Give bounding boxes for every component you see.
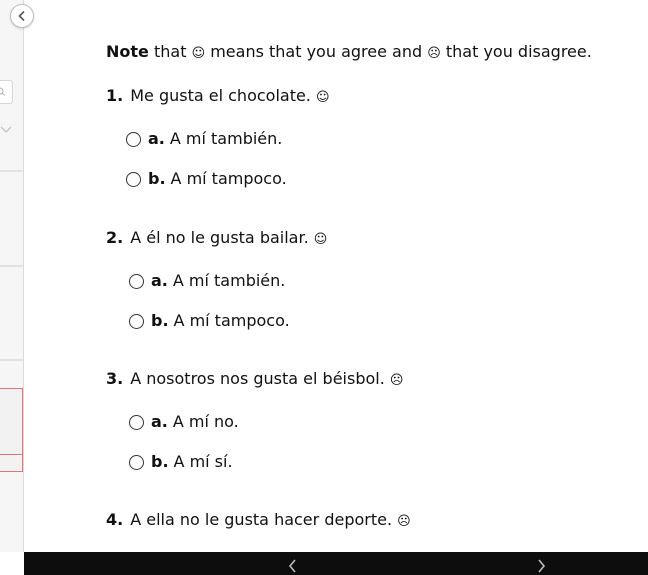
option-text: A mí tampoco.	[173, 311, 290, 330]
question-text: A nosotros nos gusta el béisbol.	[130, 369, 385, 388]
note-text: that you disagree.	[440, 42, 592, 61]
sidebar-divider	[0, 454, 23, 455]
collapse-sidebar-button[interactable]	[10, 4, 34, 28]
option-letter: b.	[151, 311, 169, 330]
question-text: A él no le gusta bailar.	[130, 228, 309, 247]
question-2	[106, 227, 327, 251]
option-text: A mí tampoco.	[170, 169, 287, 188]
radio-button[interactable]	[129, 415, 144, 430]
question-text: Me gusta el chocolate.	[130, 86, 311, 105]
question-3	[106, 368, 403, 392]
radio-button[interactable]	[129, 455, 144, 470]
question-4	[106, 509, 411, 533]
option-text: A mí sí.	[173, 452, 233, 471]
sad-face-icon: ☹	[427, 46, 441, 61]
question-1	[106, 85, 330, 109]
answer-option[interactable]	[129, 451, 233, 473]
instructions-note	[106, 41, 592, 65]
option-letter: b.	[148, 169, 166, 188]
chevron-right-icon[interactable]	[534, 558, 548, 574]
sidebar-search-input[interactable]	[0, 80, 13, 104]
sidebar-divider	[0, 170, 23, 172]
option-letter: b.	[151, 452, 169, 471]
option-text: A mí no.	[172, 412, 239, 431]
option-text: A mí también.	[169, 129, 283, 148]
question-text: A ella no le gusta hacer deporte.	[130, 510, 393, 529]
sad-face-icon: ☹	[397, 514, 411, 529]
radio-button[interactable]	[126, 172, 141, 187]
chevron-left-icon[interactable]	[286, 558, 300, 574]
smiley-face-icon: ☺	[313, 232, 328, 247]
note-text: that	[148, 42, 192, 61]
answer-option[interactable]	[129, 270, 285, 292]
radio-button[interactable]	[126, 132, 141, 147]
smiley-face-icon: ☺	[191, 46, 206, 61]
radio-button[interactable]	[129, 274, 144, 289]
answer-option[interactable]	[129, 310, 290, 332]
sidebar-divider	[0, 359, 23, 361]
smiley-face-icon: ☺	[315, 90, 330, 105]
option-letter: a.	[148, 129, 165, 148]
sidebar-highlighted-item[interactable]	[0, 388, 23, 472]
question-number: 3.	[106, 369, 124, 388]
sidebar	[0, 0, 24, 552]
sidebar-divider	[0, 265, 23, 267]
option-letter: a.	[151, 412, 168, 431]
question-number: 2.	[106, 228, 124, 247]
note-text: means that you agree and	[205, 42, 428, 61]
answer-option[interactable]	[126, 128, 282, 150]
option-letter: a.	[151, 271, 168, 290]
chevron-left-icon	[17, 10, 27, 22]
answer-option[interactable]	[126, 168, 287, 190]
sad-face-icon: ☹	[389, 373, 404, 388]
answer-option[interactable]	[129, 411, 239, 433]
option-text: A mí también.	[172, 271, 286, 290]
question-number: 1.	[106, 86, 124, 105]
search-icon	[0, 87, 6, 97]
note-label: Note	[106, 42, 149, 61]
chevron-down-icon[interactable]	[0, 124, 14, 136]
radio-button[interactable]	[129, 314, 144, 329]
question-number: 4.	[106, 510, 124, 529]
bottom-navigation-bar	[24, 552, 648, 575]
